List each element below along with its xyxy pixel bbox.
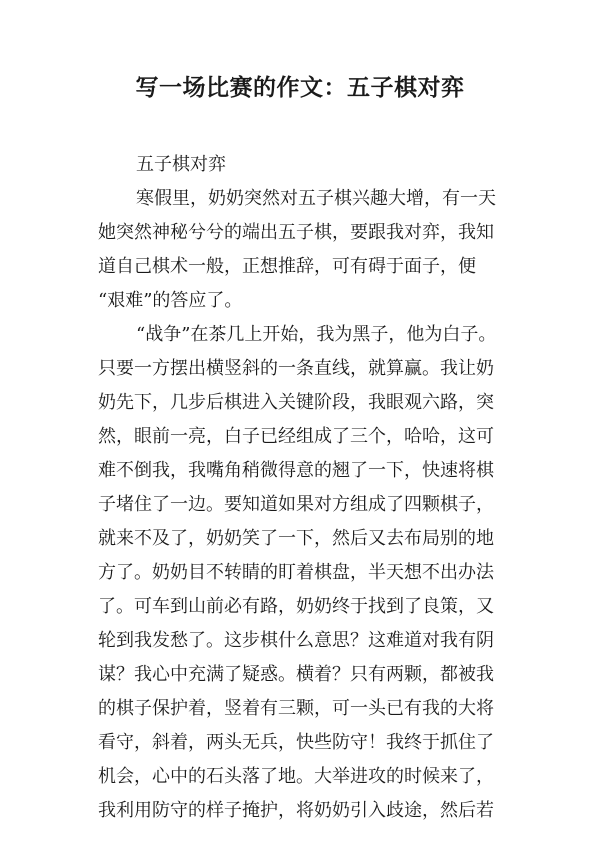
- body-line: 看守，斜着，两头无兵，快些防守！我终于抓住了: [98, 732, 494, 753]
- body-line: 机会，心中的石头落了地。大举进攻的时候来了，: [98, 766, 494, 787]
- body-line: 奶先下，几步后棋进入关键阶段，我眼观六路，突: [98, 392, 494, 413]
- body-line: 难不倒我，我嘴角稍微得意的翘了一下，快速将棋: [98, 460, 494, 481]
- body-line: 子堵住了一边。要知道如果对方组成了四颗棋子，: [98, 494, 494, 515]
- body-line: 五子棋对弈: [136, 154, 226, 175]
- document-title: 写一场比赛的作文：五子棋对弈: [135, 75, 465, 101]
- document-body: [98, 148, 510, 828]
- body-line: “艰难”的答应了。: [98, 290, 243, 311]
- body-line: 方了。奶奶目不转睛的盯着棋盘，半天想不出办法: [98, 562, 494, 583]
- body-line: 轮到我发愁了。这步棋什么意思？这难道对我有阴: [98, 630, 494, 651]
- body-line: 我利用防守的样子掩护，将奶奶引入歧途，然后若: [98, 800, 494, 821]
- body-line: “战争”在茶几上开始，我为黑子，他为白子。: [136, 324, 497, 345]
- body-line: 的棋子保护着，竖着有三颗，可一头已有我的大将: [98, 698, 494, 719]
- body-line: 就来不及了，奶奶笑了一下，然后又去布局别的地: [98, 528, 494, 549]
- body-line: 谋？我心中充满了疑惑。横着？只有两颗，都被我: [98, 664, 494, 685]
- body-line: 道自己棋术一般，正想推辞，可有碍于面子，便: [98, 256, 476, 277]
- body-line: 寒假里，奶奶突然对五子棋兴趣大增，有一天: [136, 188, 496, 209]
- body-line: 了。可车到山前必有路，奶奶终于找到了良策，又: [98, 596, 494, 617]
- body-line: 只要一方摆出横竖斜的一条直线，就算赢。我让奶: [98, 358, 494, 379]
- body-line: 她突然神秘兮兮的端出五子棋，要跟我对弈，我知: [98, 222, 494, 243]
- body-line: 然，眼前一亮，白子已经组成了三个，哈哈，这可: [98, 426, 494, 447]
